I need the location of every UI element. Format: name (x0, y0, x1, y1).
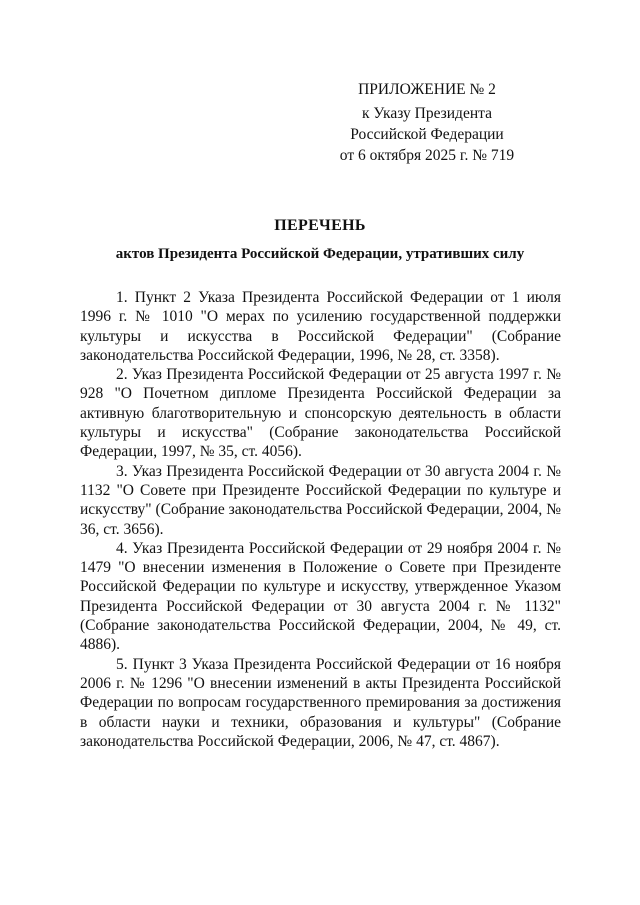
document-title: ПЕРЕЧЕНЬ (274, 217, 366, 234)
appendix-header (297, 79, 557, 166)
appendix-federation: Российской Федерации (350, 126, 504, 143)
list-item: 3. Указ Президента Российской Федерации от 30 августа 2004 г. № 1132 "О Совете при Президенте Российской Федерации по культуре и искусству" (Собрание законодательства Российской Федерации, 2004, № 36, ст. 3656). (80, 462, 561, 538)
document-subtitle: актов Президента Российской Федерации, утративших силу (115, 246, 525, 262)
acts-list (80, 288, 561, 751)
list-item: 4. Указ Президента Российской Федерации от 29 ноября 2004 г. № 1479 "О внесении изменения в Положение о Совете при Президенте Российской Федерации по культуре и искусству, утвержденное Указом Президента Российской Федерации от 30 августа 2004 г. № 1132" (Собрание законодательства Российской Федерации, 2004, № 49, ст. 4886). (80, 539, 561, 654)
appendix-decree-ref: к Указу Президента (362, 105, 492, 122)
document-heading (80, 216, 560, 264)
appendix-number: ПРИЛОЖЕНИЕ № 2 (358, 81, 496, 98)
appendix-date-number: от 6 октября 2025 г. № 719 (339, 147, 515, 164)
list-item: 1. Пункт 2 Указа Президента Российской Федерации от 1 июля 1996 г. № 1010 "О мерах по усилению государственной поддержки культуры и искусства в Российской Федерации" (Собрание законодательства Российской Федерации, 1996, № 28, ст. 3358). (80, 289, 561, 364)
list-item: 2. Указ Президента Российской Федерации от 25 августа 1997 г. № 928 "О Почетном дипломе Президента Российской Федерации за активную благотворительную и спонсорскую деятельность в области культуры и искусства" (Собрание законодательства Российской Федерации, 1997, № 35, ст. 4056). (80, 366, 561, 461)
list-item: 5. Пункт 3 Указа Президента Российской Федерации от 16 ноября 2006 г. № 1296 "О внесении изменений в акты Президента Российской Федерации по вопросам государственного премирования за достижения в области науки и техники, образования и культуры" (Собрание законодательства Российской Федерации, 2006, № 47, ст. 4867). (80, 655, 561, 750)
